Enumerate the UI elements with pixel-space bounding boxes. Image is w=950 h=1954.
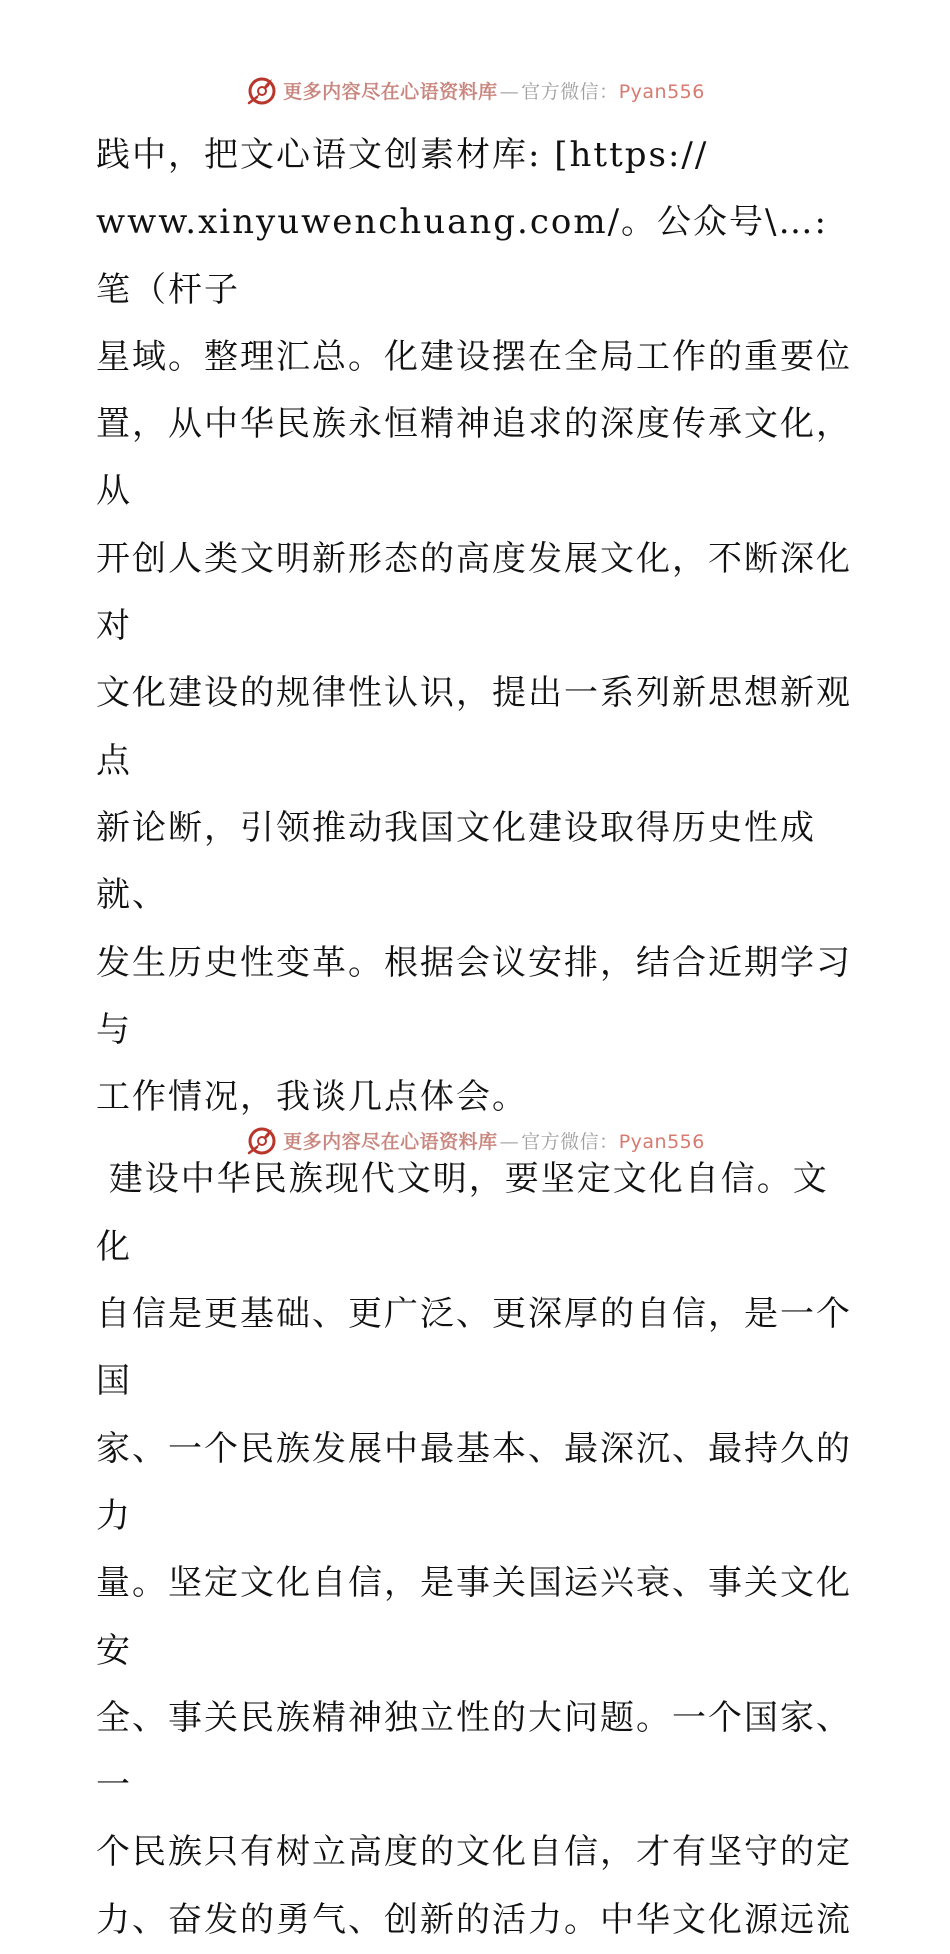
quill-logo-icon xyxy=(245,73,279,107)
paragraph-1: 践中，把文心语文创素材库: [https:// www.xinyuwenchuang.com/。公众号\…: 笔（杆子 星域。整理汇总。化建设摆在全局工作的重要位 置，从中华民族永恒精神追求的深度传承文化，从 开创人类文明新形态的高度发展文化，不断深化对 文化建设的规律性认识，提出一系列新思想新观点 新论断，引领推动我国文化建设取得历史性成就、 发生历史性变革。根据会议安排，结合近期学习与 工作情况，我谈几点体会。 xyxy=(96,135,852,1118)
header-site-text: 更多内容尽在心语资料库 xyxy=(283,80,498,103)
footer-wechat-id: Pyan556 xyxy=(618,1130,705,1153)
header-separator: — xyxy=(499,80,520,103)
quill-logo-icon xyxy=(245,1123,279,1157)
header-wechat-label: 官方微信： xyxy=(521,80,619,103)
header-banner-text xyxy=(283,77,705,104)
paragraph-2: 建设中华民族现代文明，要坚定文化自信。文化 自信是更基础、更广泛、更深厚的自信，是一个国 家、一个民族发展中最基本、最深沉、最持久的力 量。坚定文化自信，是事关国运兴衰、事关文化安 全、事关民族精神独立性的大问题。一个国家、一 个民族只有树立高度的文化自信，才有坚守的定 力、奋发的勇气、创新的活力。中华文化源远流 xyxy=(96,1159,852,1940)
header-wechat-id: Pyan556 xyxy=(618,80,705,103)
footer-site-text: 更多内容尽在心语资料库 xyxy=(283,1130,498,1153)
document-body xyxy=(96,122,856,1954)
footer-wechat-label: 官方微信： xyxy=(521,1130,619,1153)
header-banner xyxy=(0,70,950,110)
footer-separator: — xyxy=(499,1130,520,1153)
footer-banner xyxy=(0,1120,950,1160)
footer-banner-text xyxy=(283,1127,705,1154)
